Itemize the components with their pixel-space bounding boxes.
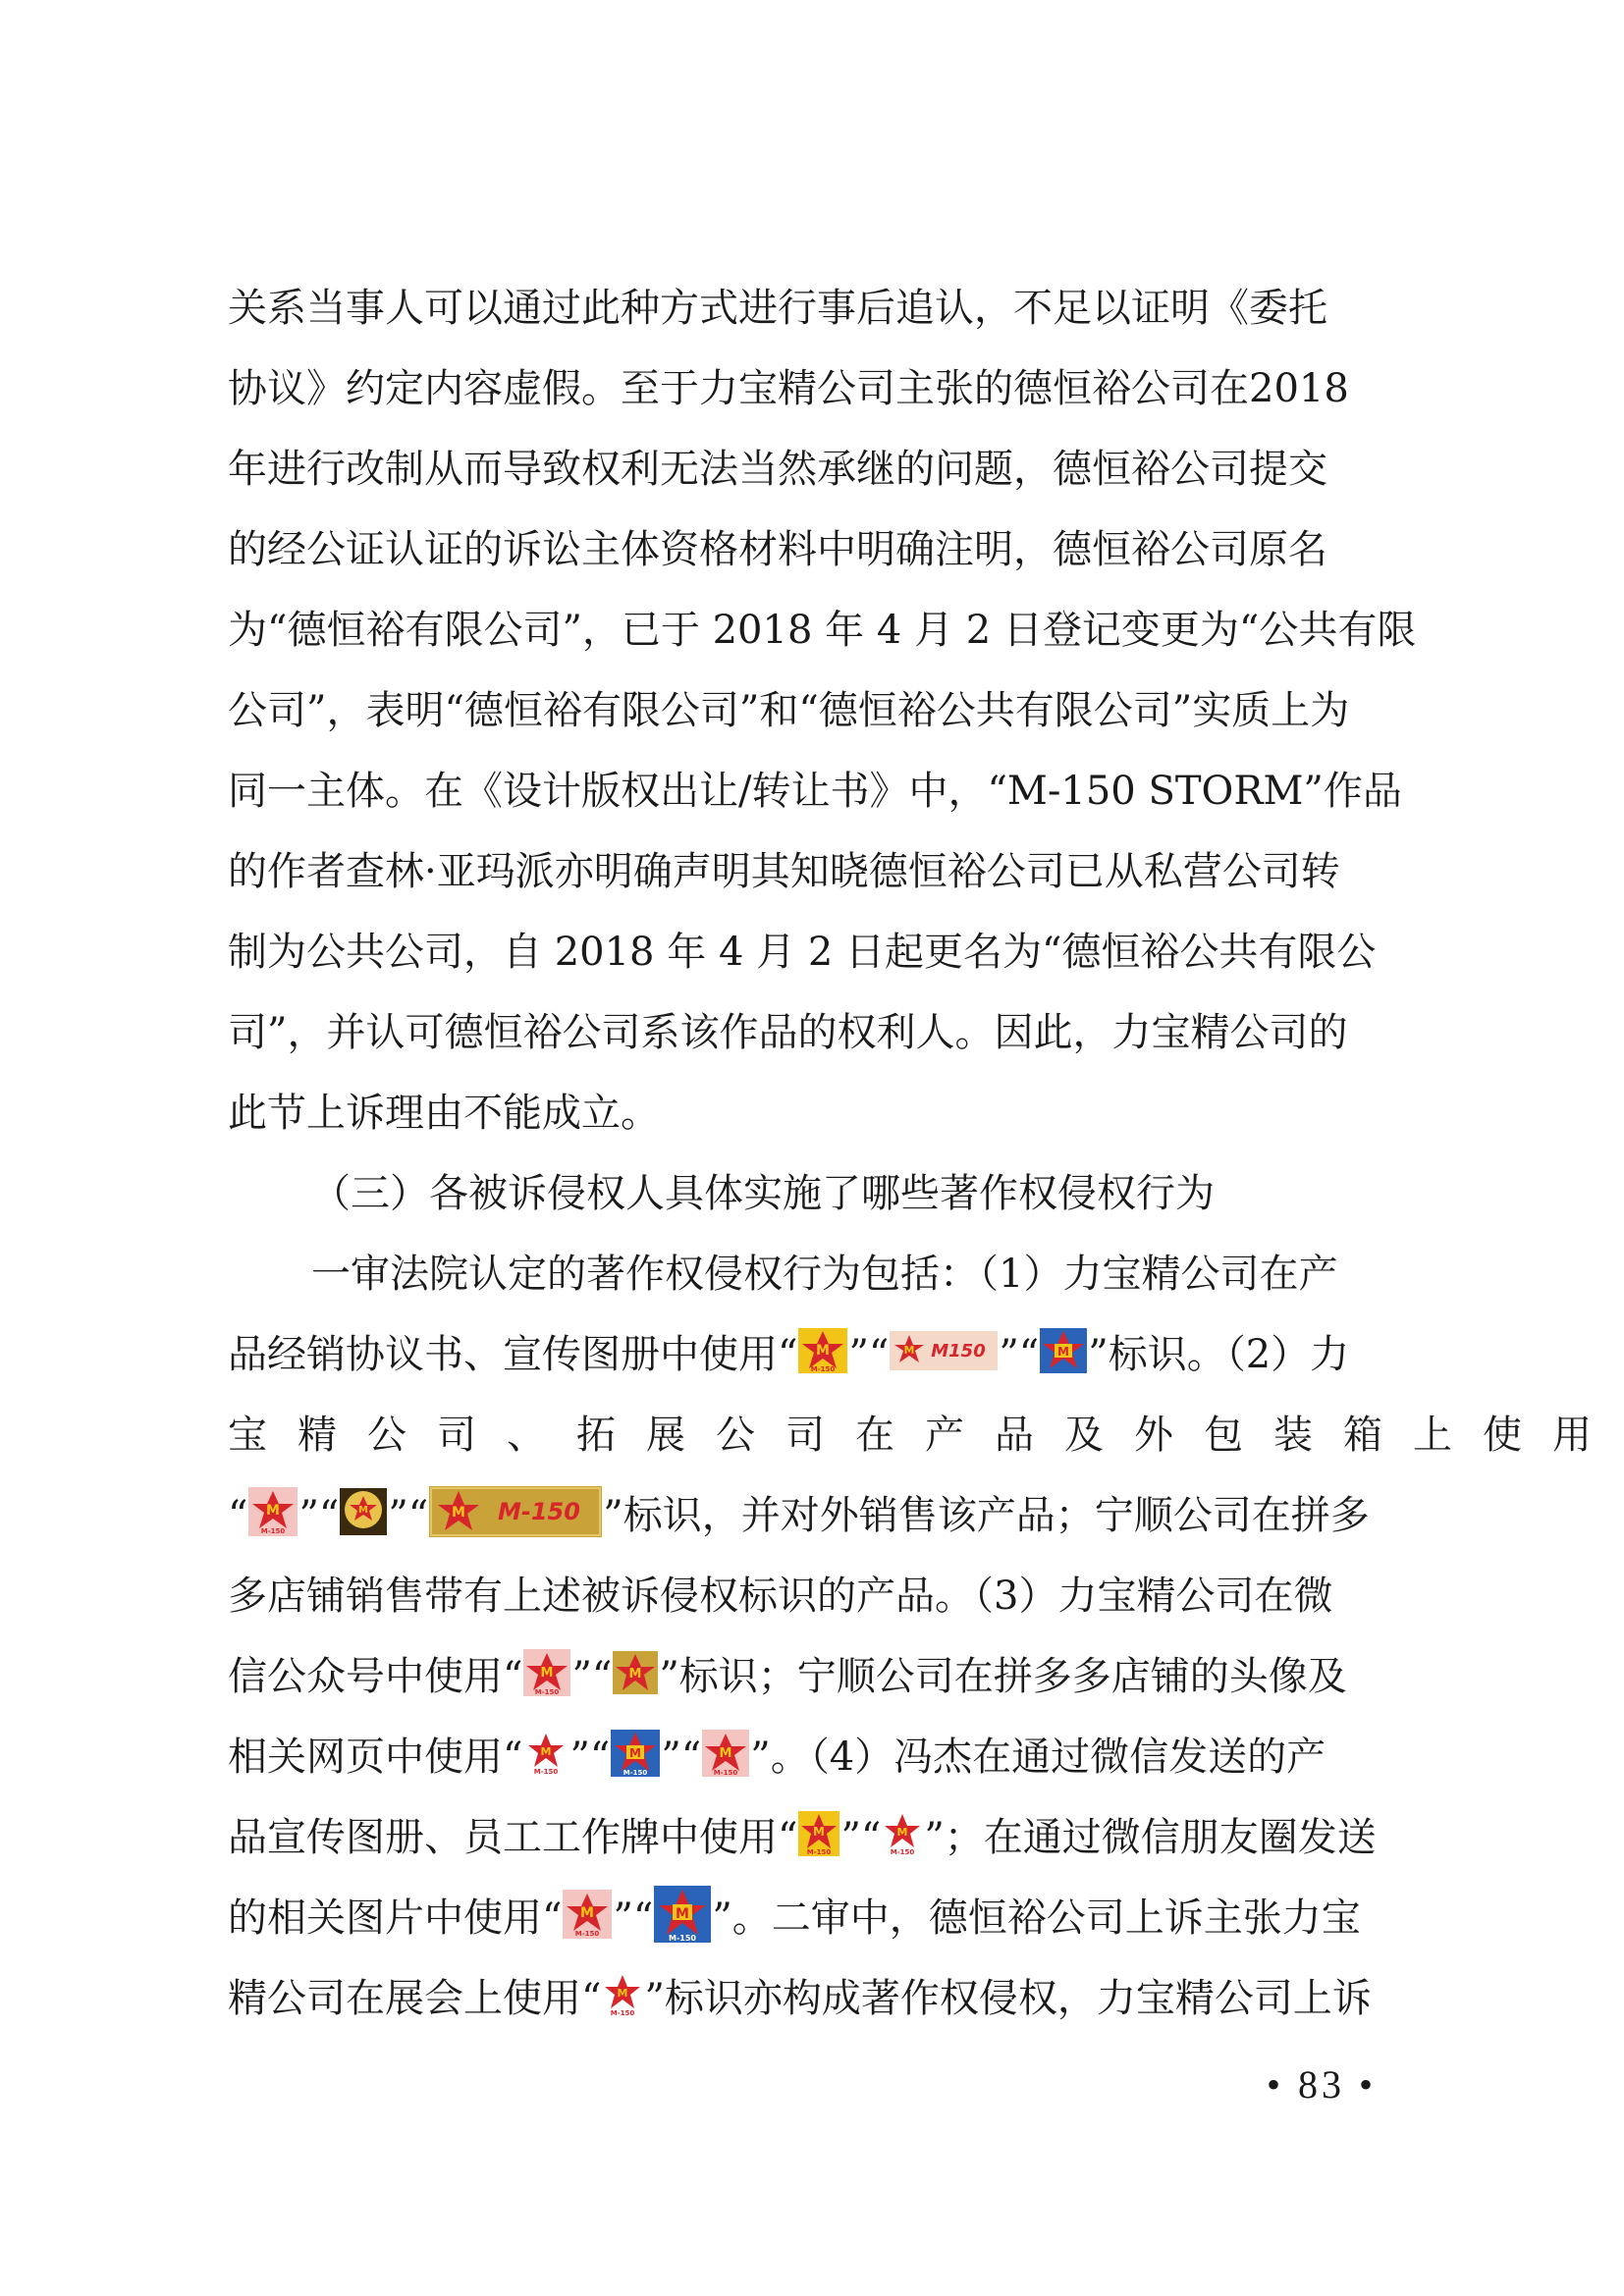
heading-text: （三）各被诉侵权人具体实施了哪些著作权侵权行为 <box>311 1171 1215 1216</box>
line-text: ”标识，并对外销售该产品；宁顺公司在拼多 <box>603 1493 1370 1538</box>
text-line <box>228 831 1424 912</box>
line-text: 为“德恒裕有限公司”，已于 2018 年 4 月 2 日登记变更为“公共有限 <box>228 608 1417 653</box>
line-text: 精公司在展会上使用“ <box>228 1976 602 2021</box>
svg-text:M-150: M-150 <box>891 1848 915 1855</box>
svg-text:M: M <box>617 1987 628 2000</box>
svg-text:M-150: M-150 <box>261 1527 286 1535</box>
line-text: ”“ <box>999 1332 1040 1377</box>
page-number: • 83 • <box>1267 2062 1378 2107</box>
line-text: ”。（4）冯杰在通过微信发送的产 <box>750 1735 1326 1780</box>
line-text: 公司”，表明“德恒裕有限公司”和“德恒裕公共有限公司”实质上为 <box>228 688 1350 733</box>
text-line <box>228 1797 1424 1878</box>
svg-text:M: M <box>903 1344 915 1357</box>
svg-text:M: M <box>358 1505 369 1516</box>
svg-text:M-150: M-150 <box>669 1934 697 1943</box>
line-text: ”“ <box>840 1815 882 1860</box>
m150-blue-logo-icon <box>611 1730 660 1777</box>
text-line <box>228 670 1424 751</box>
line-text: 年进行改制从而导致权利无法当然承继的问题，德恒裕公司提交 <box>228 447 1327 492</box>
svg-text:M-150: M-150 <box>535 1688 560 1696</box>
text-line <box>228 1314 1424 1395</box>
line-text: ”“ <box>848 1332 890 1377</box>
text-line <box>228 1475 1424 1556</box>
svg-text:M-150: M-150 <box>611 2009 635 2016</box>
svg-text:M: M <box>719 1746 732 1761</box>
line-text: ”“ <box>388 1493 429 1538</box>
section-heading <box>311 1153 1424 1234</box>
line-text: 司”，并认可德恒裕公司系该作品的权利人。因此，力宝精公司的 <box>228 1010 1348 1055</box>
svg-text:M-150: M-150 <box>575 1930 600 1938</box>
text-line <box>228 1073 1424 1153</box>
text-line <box>228 348 1424 429</box>
line-text: ”标识；宁顺公司在拼多多店铺的头像及 <box>659 1654 1347 1699</box>
svg-text:M: M <box>540 1745 552 1758</box>
svg-text:M-150: M-150 <box>811 1365 836 1373</box>
line-text: ”“ <box>661 1735 702 1780</box>
text-line <box>228 509 1424 590</box>
svg-text:M: M <box>896 1826 908 1839</box>
text-line <box>228 1717 1424 1797</box>
text-line <box>228 751 1424 831</box>
m150-white-logo-icon <box>882 1812 923 1855</box>
line-text: 信公众号中使用“ <box>228 1654 523 1699</box>
line-text: 的经公证认证的诉讼主体资格材料中明确注明，德恒裕公司原名 <box>228 527 1327 572</box>
text-line <box>228 1958 1424 2039</box>
line-text: ”标识亦构成著作权侵权，力宝精公司上诉 <box>644 1976 1372 2021</box>
line-text: ”“ <box>613 1896 654 1941</box>
text-line <box>228 912 1424 992</box>
text-line <box>311 1234 1424 1314</box>
text-line <box>228 1636 1424 1717</box>
svg-text:M: M <box>452 1505 466 1521</box>
m150-white-logo-icon <box>602 1973 643 2016</box>
line-text: ”“ <box>569 1735 611 1780</box>
line-text: 制为公共公司，自 2018 年 4 月 2 日起更名为“德恒裕公共有限公 <box>228 930 1377 975</box>
svg-text:M: M <box>628 1667 642 1682</box>
svg-text:M-150: M-150 <box>807 1848 832 1856</box>
line-text: ”“ <box>571 1654 613 1699</box>
svg-text:M: M <box>1057 1345 1070 1359</box>
m150-round-logo-icon <box>340 1488 387 1535</box>
line-text: 协议》约定内容虚假。至于力宝精公司主张的德恒裕公司在2018 <box>228 366 1349 411</box>
line-text: 的相关图片中使用“ <box>228 1896 563 1941</box>
text-line <box>228 1395 1622 1475</box>
line-text: 品宣传图册、员工工作牌中使用“ <box>228 1815 798 1860</box>
line-text: 关系当事人可以通过此种方式进行事后追认，不足以证明《委托 <box>228 286 1327 331</box>
line-text: 此节上诉理由不能成立。 <box>228 1091 660 1136</box>
m150-gold-label-logo-icon <box>429 1486 602 1537</box>
svg-text:M: M <box>676 1906 690 1922</box>
line-text: 同一主体。在《设计版权出让/转让书》中，“M-150 STORM”作品 <box>228 769 1402 814</box>
line-text: ”；在通过微信朋友圈发送 <box>924 1815 1377 1860</box>
svg-text:M: M <box>266 1503 281 1519</box>
line-text: ”。二审中，德恒裕公司上诉主张力宝 <box>712 1896 1361 1941</box>
text-line <box>228 992 1424 1073</box>
line-text: 一审法院认定的著作权侵权行为包括：（1）力宝精公司在产 <box>311 1252 1338 1297</box>
text-line <box>228 1878 1424 1958</box>
m150-star-logo-icon <box>798 1328 847 1373</box>
text-line <box>228 429 1424 509</box>
line-text: ”“ <box>298 1493 340 1538</box>
svg-text:M150: M150 <box>931 1341 987 1362</box>
m150-pink-logo-icon <box>248 1487 298 1536</box>
svg-text:M: M <box>816 1343 831 1359</box>
svg-text:M-150: M-150 <box>498 1498 581 1525</box>
m150-star-logo-icon <box>798 1811 839 1856</box>
line-text: ”标识。（2）力 <box>1088 1332 1350 1377</box>
text-line <box>228 1556 1424 1636</box>
line-text: 品经销协议书、宣传图册中使用“ <box>228 1332 798 1377</box>
line-text: 的作者查林·亚玛派亦明确声明其知晓德恒裕公司已从私营公司转 <box>228 849 1340 894</box>
line-text: 宝精公司、拓展公司在产品及外包装箱上使用 <box>228 1413 1622 1458</box>
m150-pink-logo-icon <box>563 1890 612 1939</box>
m150-blue-logo-icon <box>654 1886 711 1943</box>
line-text: “ <box>228 1493 248 1538</box>
svg-text:M: M <box>629 1746 642 1760</box>
svg-text:M: M <box>813 1825 826 1839</box>
m150-pink-logo-icon <box>702 1730 749 1777</box>
text-line <box>228 590 1424 670</box>
line-text: 相关网页中使用“ <box>228 1735 523 1780</box>
svg-text:M-150: M-150 <box>534 1768 559 1775</box>
m150-gold-logo-icon <box>613 1651 658 1694</box>
m150-blue-logo-icon <box>1040 1328 1087 1373</box>
svg-text:M-150: M-150 <box>714 1769 738 1777</box>
m150-wide-logo-icon <box>890 1331 998 1370</box>
svg-text:M: M <box>540 1666 554 1681</box>
m150-white-logo-icon <box>523 1732 568 1775</box>
svg-text:M-150: M-150 <box>623 1769 648 1777</box>
svg-text:M: M <box>580 1905 595 1921</box>
m150-pink-logo-icon <box>523 1649 570 1696</box>
text-line <box>228 268 1424 348</box>
line-text: 多店铺销售带有上述被诉侵权标识的产品。（3）力宝精公司在微 <box>228 1574 1333 1619</box>
